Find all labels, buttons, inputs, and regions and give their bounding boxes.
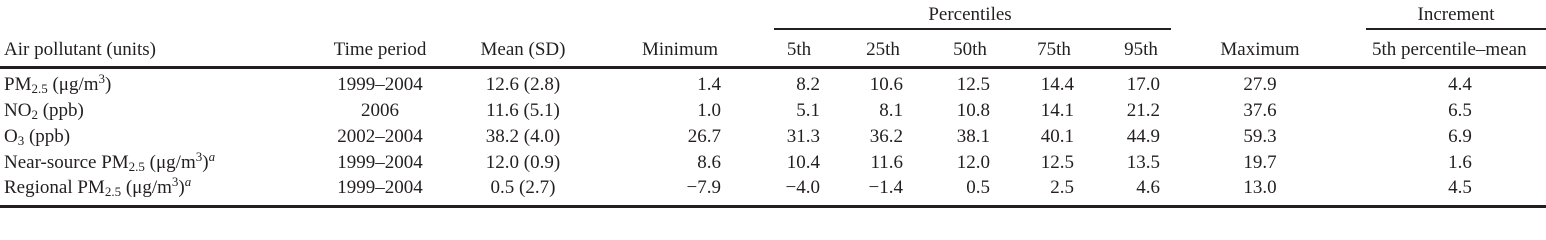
column-header-pollutant: Air pollutant (units) xyxy=(4,39,156,60)
cell-p25: −1.4 xyxy=(868,177,903,198)
cell-time-period: 1999–2004 xyxy=(337,74,423,95)
column-header-maximum: Maximum xyxy=(1220,39,1300,60)
pollutant-subscript: 3 xyxy=(17,133,25,148)
cell-p75: 2.5 xyxy=(1050,177,1074,198)
pollutant-label xyxy=(4,149,216,174)
cell-increment: 6.5 xyxy=(1448,100,1472,121)
cell-minimum: 1.0 xyxy=(697,100,721,121)
pollutant-name: Near-source PM xyxy=(4,152,129,173)
pollutant-subscript: 2.5 xyxy=(128,159,145,174)
cell-p50: 38.1 xyxy=(956,126,990,147)
pollutant-name: NO xyxy=(4,100,32,121)
cell-p95: 17.0 xyxy=(1126,74,1160,95)
pollutant-name: O xyxy=(4,126,18,147)
cell-p95: 13.5 xyxy=(1126,152,1160,173)
table-bottom-rule xyxy=(0,205,1546,208)
cell-p75: 40.1 xyxy=(1040,126,1074,147)
pollutant-label xyxy=(4,71,112,96)
cell-increment: 4.4 xyxy=(1448,74,1472,95)
cell-minimum: −7.9 xyxy=(686,177,721,198)
column-header-p25: 25th xyxy=(866,39,900,60)
cell-maximum: 37.6 xyxy=(1243,100,1277,121)
cell-minimum: 8.6 xyxy=(697,152,721,173)
units-superscript: 3 xyxy=(195,149,203,164)
column-header-increment: 5th percentile–mean xyxy=(1372,39,1527,60)
cell-maximum: 27.9 xyxy=(1243,74,1277,95)
pollutant-subscript: 2.5 xyxy=(31,81,48,96)
pollutant-label xyxy=(4,174,192,199)
cell-p50: 12.5 xyxy=(956,74,990,95)
cell-p75: 12.5 xyxy=(1040,152,1074,173)
cell-p5: 5.1 xyxy=(796,100,820,121)
cell-mean-sd: 38.2 (4.0) xyxy=(485,126,561,147)
cell-mean-sd: 12.6 (2.8) xyxy=(485,74,561,95)
increment-group-header: Increment xyxy=(1417,4,1495,25)
pollutant-units: (μg/m xyxy=(144,152,196,173)
footnote-marker: a xyxy=(184,174,192,189)
cell-p25: 10.6 xyxy=(869,74,903,95)
units-close: ) xyxy=(105,74,112,95)
cell-p5: 31.3 xyxy=(786,126,820,147)
cell-p75: 14.1 xyxy=(1040,100,1074,121)
cell-p50: 10.8 xyxy=(956,100,990,121)
cell-increment: 6.9 xyxy=(1448,126,1472,147)
pollutant-units: (ppb) xyxy=(37,100,84,121)
cell-mean-sd: 0.5 (2.7) xyxy=(490,177,556,198)
cell-p25: 8.1 xyxy=(879,100,903,121)
cell-p5: −4.0 xyxy=(785,177,820,198)
cell-p25: 36.2 xyxy=(869,126,903,147)
column-header-time-period: Time period xyxy=(333,39,427,60)
cell-minimum: 1.4 xyxy=(697,74,721,95)
cell-increment: 1.6 xyxy=(1448,152,1472,173)
cell-p50: 12.0 xyxy=(956,152,990,173)
units-close: ) xyxy=(178,177,185,198)
pollutant-name: Regional PM xyxy=(4,177,105,198)
cell-mean-sd: 12.0 (0.9) xyxy=(485,152,561,173)
cell-p75: 14.4 xyxy=(1040,74,1074,95)
column-header-p50: 50th xyxy=(953,39,987,60)
pollutant-units: (μg/m xyxy=(121,177,172,198)
column-header-minimum: Minimum xyxy=(641,39,719,60)
percentiles-spanner-rule xyxy=(774,28,1171,30)
cell-p95: 4.6 xyxy=(1136,177,1160,198)
column-header-p95: 95th xyxy=(1124,39,1158,60)
cell-p25: 11.6 xyxy=(870,152,903,173)
units-superscript: 3 xyxy=(98,71,106,86)
pollutant-subscript: 2.5 xyxy=(104,184,122,199)
cell-increment: 4.5 xyxy=(1448,177,1472,198)
cell-p5: 10.4 xyxy=(786,152,820,173)
cell-time-period: 2006 xyxy=(361,100,399,121)
column-header-p5: 5th xyxy=(786,39,812,60)
cell-mean-sd: 11.6 (5.1) xyxy=(486,100,560,121)
cell-p95: 44.9 xyxy=(1126,126,1160,147)
pollutant-subscript: 2 xyxy=(31,107,38,122)
cell-time-period: 1999–2004 xyxy=(337,152,423,173)
column-header-p75: 75th xyxy=(1037,39,1071,60)
header-rule xyxy=(0,66,1546,69)
cell-p50: 0.5 xyxy=(966,177,990,198)
footnote-marker: a xyxy=(208,149,216,164)
pollutant-name: PM xyxy=(4,74,32,95)
cell-p95: 21.2 xyxy=(1126,100,1160,121)
cell-maximum: 59.3 xyxy=(1243,126,1277,147)
column-header-mean-sd: Mean (SD) xyxy=(480,39,566,60)
cell-p5: 8.2 xyxy=(796,74,820,95)
percentiles-group-header: Percentiles xyxy=(928,4,1012,25)
pollutant-label xyxy=(4,126,70,148)
cell-time-period: 1999–2004 xyxy=(337,177,423,198)
pollutant-units: (ppb) xyxy=(24,126,71,147)
pollutant-label xyxy=(4,100,84,122)
cell-time-period: 2002–2004 xyxy=(337,126,423,147)
units-superscript: 3 xyxy=(171,174,179,189)
increment-spanner-rule xyxy=(1366,28,1546,30)
pollutant-units: (μg/m xyxy=(47,74,99,95)
cell-maximum: 13.0 xyxy=(1243,177,1277,198)
cell-minimum: 26.7 xyxy=(687,126,721,147)
cell-maximum: 19.7 xyxy=(1243,152,1277,173)
units-close: ) xyxy=(202,152,209,173)
